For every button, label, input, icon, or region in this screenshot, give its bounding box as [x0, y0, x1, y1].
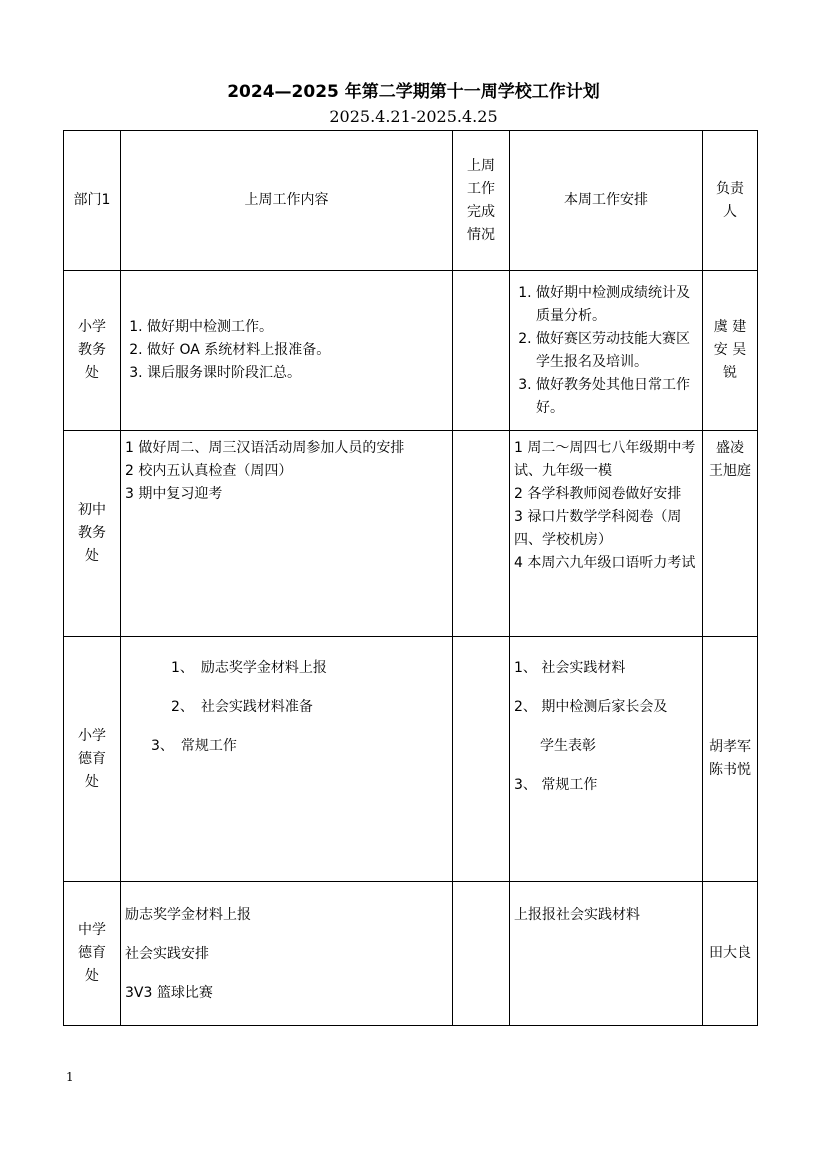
list-item: 3. 课后服务课时阶段汇总。: [147, 362, 448, 385]
list-item: 1. 做好期中检测工作。: [147, 316, 448, 339]
list-item: 社会实践安排: [125, 946, 209, 962]
list-item: 3. 做好教务处其他日常工作好。: [536, 374, 698, 420]
list-item: 上报报社会实践材料: [514, 907, 640, 923]
completion-cell: [453, 637, 510, 882]
work-plan-table: [63, 130, 758, 1026]
owner-cell: 胡孝军 陈书悦: [703, 637, 758, 882]
table-row: [64, 637, 758, 882]
list-item: 1 周二～周四七八年级期中考试、九年级一模: [514, 440, 696, 479]
date-range: 2025.4.21-2025.4.25: [329, 107, 498, 126]
list-item: 1、 社会实践材料: [514, 660, 626, 676]
completion-cell: [453, 271, 510, 431]
dept-cell: 中学德育处: [64, 882, 121, 1026]
list-item: 1 做好周二、周三汉语活动周参加人员的安排: [125, 440, 405, 456]
list-item: 3、 常规工作: [151, 738, 237, 754]
owner-cell: 虞 建安 吴锐: [703, 271, 758, 431]
this-week-cell: [510, 271, 703, 431]
list-item: 学生表彰: [540, 738, 596, 754]
list-item: 2 校内五认真检查（周四）: [125, 463, 293, 479]
this-week-cell: [510, 431, 703, 637]
list-item: 4 本周六九年级口语听力考试: [514, 555, 696, 571]
document-title: 2024—2025 年第二学期第十一周学校工作计划: [227, 82, 600, 102]
list-item: 2、 期中检测后家长会及: [514, 699, 668, 715]
list-item: 2、 社会实践材料准备: [171, 699, 313, 715]
last-week-cell: [121, 637, 453, 882]
list-item: 2. 做好 OA 系统材料上报准备。: [147, 339, 448, 362]
owner-cell: 盛凌 王旭庭: [703, 431, 758, 637]
table-header-row: [64, 131, 758, 271]
this-week-cell: [510, 882, 703, 1026]
list-item: 1、 励志奖学金材料上报: [171, 660, 327, 676]
page-number: 1: [66, 1070, 74, 1084]
this-week-cell: [510, 637, 703, 882]
list-item: 3 期中复习迎考: [125, 486, 223, 502]
last-week-cell: [121, 271, 453, 431]
table-row: [64, 431, 758, 637]
header-this-week: 本周工作安排: [510, 131, 703, 271]
dept-cell: 小学教务处: [64, 271, 121, 431]
list-item: 2 各学科教师阅卷做好安排: [514, 486, 682, 502]
header-dept: 部门1: [64, 131, 121, 271]
dept-cell: 小学德育处: [64, 637, 121, 882]
list-item: 3 禄口片数学学科阅卷（周四、学校机房）: [514, 509, 682, 548]
list-item: 3、 常规工作: [514, 777, 598, 793]
last-week-cell: [121, 431, 453, 637]
list-item: 2. 做好赛区劳动技能大赛区学生报名及培训。: [536, 328, 698, 374]
list-item: 3V3 篮球比赛: [125, 985, 213, 1001]
owner-cell: 田大良: [703, 882, 758, 1026]
dept-cell: 初中教务处: [64, 431, 121, 637]
last-week-cell: [121, 882, 453, 1026]
header-last-week: 上周工作内容: [121, 131, 453, 271]
completion-cell: [453, 882, 510, 1026]
list-item: 励志奖学金材料上报: [125, 907, 251, 923]
table-row: [64, 882, 758, 1026]
completion-cell: [453, 431, 510, 637]
header-completion: 上周工作完成情况: [453, 131, 510, 271]
table-row: [64, 271, 758, 431]
list-item: 1. 做好期中检测成绩统计及质量分析。: [536, 282, 698, 328]
header-owner: 负责人: [703, 131, 758, 271]
